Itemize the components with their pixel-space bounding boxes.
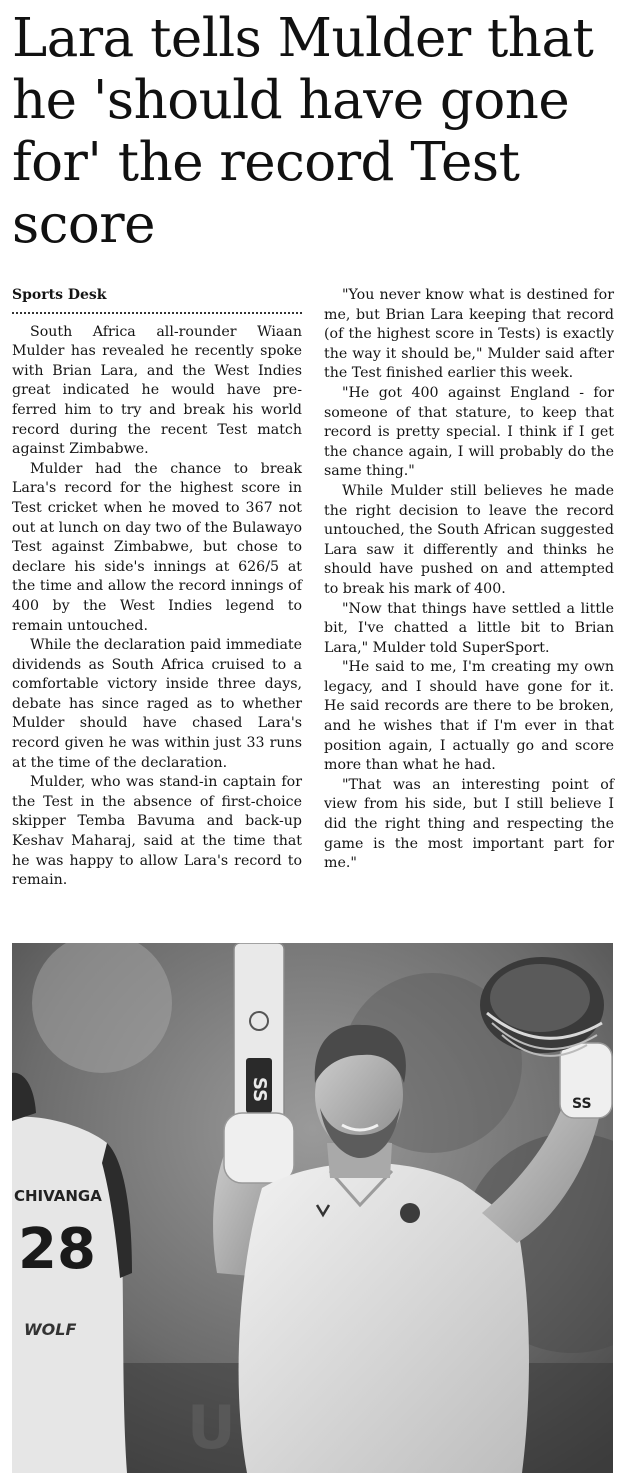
article-photo [12,943,613,1473]
paragraph: "That was an interesting point of view from his side, but I still believe I did the right thing and respecting the game is the most important part for me." [324,776,614,872]
paragraph: "He said to me, I'm creating my own legacy, and I should have gone for it. He said records are there to be broken, and he wishes that if I'm ever in that position again, I actually go and score more than what he had. [324,659,614,774]
paragraph: While Mulder still believes he made the right decision to leave the record untouched, the South African suggested Lara saw it differently and thinks he should have pushed on and attempted to break his mark of 400. [324,482,614,597]
paragraph: While the declaration paid immediate dividends as South Africa cruised to a comfortable victory inside three days, debate has since raged as to whether Mulder should have chased Lara's record given he was within just 33 runs at the time of the declaration. [12,637,302,771]
bat-logo: SS [249,1077,270,1103]
player-shirt [239,1163,529,1473]
batting-glove-left [224,1113,294,1183]
byline: Sports Desk [12,286,302,314]
glove-logo: SS [572,1096,592,1112]
fielder-name: CHIVANGA [14,1187,102,1205]
paragraph: "You never know what is destined for me, but Brian Lara keeping that record (of the highest score in Tests) is exactly the way it should be," Mulder said after the Test finished earlier this week. [324,287,614,382]
paragraph: South Africa all-rounder Wiaan Mulder has revealed he recently spoke with Brian Lara, and the West Indies great indicated he would have preferred him to try and break his world record during the recent Test match against Zimbabwe. [12,323,302,458]
team-crest [400,1203,420,1223]
article-column-right [324,286,614,874]
fielder-shirt-logo: WOLF [24,1320,77,1339]
headline: Lara tells Mulder that he 'should have gone for' the record Test score [12,8,594,255]
fielder-number: 28 [18,1217,96,1282]
paragraph: Mulder had the chance to break Lara's record for the highest score in Test cricket when he moved to 367 not out at lunch on day two of the Bulawayo Test against Zimbabwe, but chose to declare his side's innings at 626/5 at the time and allow the record innings of 400 by the West Indies legend to remain untouched. [12,460,302,634]
svg-text:U: U [187,1393,236,1463]
cricketer-celebration-photo [12,943,613,1473]
article-column-left [12,286,302,891]
paragraph: "Now that things have settled a little bit, I've chatted a little bit to Brian Lara," Mulder told SuperSport. [324,600,614,656]
paragraph: Mulder, who was stand-in captain for the Test in the absence of first-choice skipper Temba Bavuma and back-up Keshav Maharaj, said at the time that he was happy to allow Lara's record to remain. [12,774,302,889]
paragraph: "He got 400 against England - for someone of that stature, to keep that record is pretty special. I think if I get the chance again, I will probably do the same thing." [324,384,614,480]
